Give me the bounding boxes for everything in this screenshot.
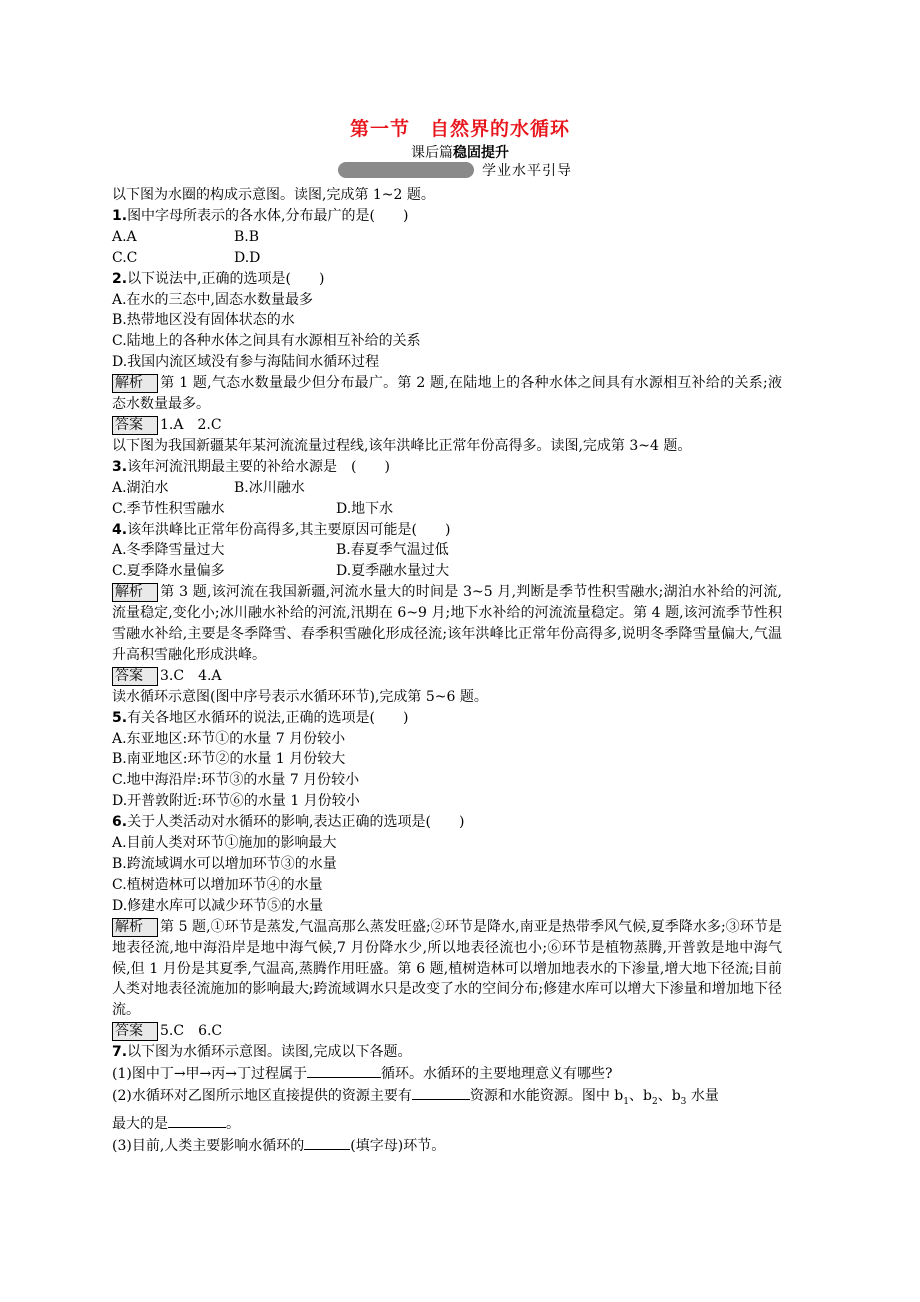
q7-p2-line2-post: 。: [226, 1115, 240, 1132]
q6-option-d[interactable]: D.修建水库可以减少环节⑤的水量: [112, 897, 324, 914]
page-subtitle: [0, 142, 920, 162]
answer-blank-2[interactable]: [412, 1085, 470, 1100]
answer-5-6: [112, 1021, 782, 1042]
q5-stem: 有关各地区水循环的说法,正确的选项是( ): [127, 709, 409, 726]
q3-option-b[interactable]: B.冰川融水: [234, 479, 305, 496]
q2-option-b[interactable]: B.热带地区没有固体状态的水: [112, 312, 295, 329]
q4-options-cd: [112, 561, 782, 582]
q4-option-b[interactable]: B.春夏季气温过低: [336, 542, 449, 559]
q1-option-d[interactable]: D.D: [234, 249, 261, 266]
q7-part-2-line-2: [112, 1113, 782, 1135]
q2-option-c[interactable]: C.陆地上的各种水体之间具有水源相互补给的关系: [112, 333, 421, 350]
answer-blank-4[interactable]: [304, 1135, 350, 1150]
answer-1-2: [112, 415, 782, 436]
q4-option-d[interactable]: D.夏季融水量过大: [336, 563, 450, 580]
answer-tag: 答案: [112, 667, 158, 686]
q1-number: 1.: [112, 207, 128, 224]
q3-stem: 该年河流汛期最主要的补给水源是 ( ): [127, 458, 390, 475]
answer-blank-3[interactable]: [168, 1113, 226, 1128]
q7-p2-sub1: 1: [623, 1096, 629, 1107]
section-banner: [338, 161, 572, 179]
q6-option-b[interactable]: B.跨流域调水可以增加环节③的水量: [112, 856, 337, 872]
q7-p1-post: 循环。水循环的主要地理意义有哪些?: [381, 1066, 613, 1083]
q7-p1-pre: (1)图中丁→甲→丙→丁过程属于: [112, 1066, 308, 1083]
q5-option-c[interactable]: C.地中海沿岸:环节③的水量 7 月份较小: [112, 772, 360, 789]
q7-stem: 以下图为水循环示意图。读图,完成以下各题。: [127, 1044, 412, 1061]
subtitle-plain: 课后篇: [411, 145, 453, 161]
q7-p2-sep2: 、b: [657, 1087, 681, 1104]
question-4: [112, 520, 782, 541]
answer-3-4-text: 3.C 4.A: [160, 667, 222, 684]
q7-p2-mid: 资源和水能资源。图中 b: [469, 1087, 624, 1104]
answer-blank-1[interactable]: [307, 1063, 381, 1078]
q5-number: 5.: [112, 709, 128, 726]
q3-option-d[interactable]: D.地下水: [336, 500, 394, 517]
q6-option-c[interactable]: C.植树造林可以增加环节④的水量: [112, 876, 323, 893]
exercise-content: [112, 185, 782, 1156]
q7-number: 7.: [112, 1044, 128, 1061]
answer-tag: 答案: [112, 416, 158, 435]
q1-stem: 图中字母所表示的各水体,分布最广的是( ): [127, 207, 409, 224]
q6-number: 6.: [112, 814, 128, 831]
analysis-5-6: [112, 917, 782, 1022]
answer-3-4: [112, 666, 782, 687]
q3-option-a[interactable]: A.湖泊水: [112, 479, 169, 496]
q3-options-ab: [112, 478, 782, 499]
q7-part-1: [112, 1063, 782, 1085]
question-5: [112, 708, 782, 729]
analysis-tag: 解析: [112, 918, 158, 937]
q7-p2-tail: 水量: [686, 1087, 719, 1104]
answer-tag: 答案: [112, 1022, 158, 1041]
analysis-3-4: [112, 582, 782, 666]
q7-p2-sub3: 3: [680, 1096, 687, 1107]
intro-2: 以下图为我国新疆某年某河流流量过程线,该年洪峰比正常年份高得多。读图,完成第 3~4 题。: [112, 437, 692, 454]
analysis-tag: 解析: [112, 374, 158, 393]
answer-1-2-text: 1.A 2.C: [160, 416, 222, 433]
q3-option-c[interactable]: C.季节性积雪融水: [112, 500, 225, 517]
analysis-5-6-text: 第 5 题,①环节是蒸发,气温高那么蒸发旺盛;②环节是降水,南亚是热带季风气候,夏季降水多;③环节是地表径流,地中海沿岸是地中海气候,7 月份降水少,所以地表径流也小;⑥环节是植物蒸腾,开普敦是地中海气候,但 1 月份是其夏季,气温高,蒸腾作用旺盛。第 6 题,植树造林可以增加地表水的下渗量,增大地下径流;目前人类对地表径流施加的影响最大;跨流域调水只是改变了水的空间分布;修建水库可以增大下渗量和增加地下径流。: [112, 918, 782, 1019]
q6-option-a[interactable]: A.目前人类对环节①施加的影响最大: [112, 835, 337, 852]
q1-option-a[interactable]: A.A: [112, 228, 137, 245]
q4-option-a[interactable]: A.冬季降雪量过大: [112, 542, 225, 559]
q4-options-ab: [112, 540, 782, 561]
q5-option-a[interactable]: A.东亚地区:环节①的水量 7 月份较小: [112, 730, 346, 747]
analysis-tag: 解析: [112, 583, 158, 602]
banner-text: 学业水平引导: [482, 163, 572, 179]
q4-stem: 该年洪峰比正常年份高得多,其主要原因可能是( ): [127, 521, 451, 538]
q1-option-c[interactable]: C.C: [112, 249, 138, 266]
q1-options-cd: [112, 248, 782, 269]
q1-options-ab: [112, 227, 782, 248]
q2-option-a[interactable]: A.在水的三态中,固态水数量最多: [112, 291, 314, 308]
q2-stem: 以下说法中,正确的选项是( ): [127, 270, 325, 287]
question-1: [112, 206, 782, 227]
question-2: [112, 269, 782, 290]
q7-part-3: [112, 1135, 782, 1157]
analysis-1-2: [112, 373, 782, 415]
q7-p2-pre: (2)水循环对乙图所示地区直接提供的资源主要有: [112, 1087, 412, 1104]
intro-3: 读水循环示意图(图中序号表示水循环环节),完成第 5~6 题。: [112, 688, 488, 705]
q7-p3-post: (填字母)环节。: [350, 1137, 446, 1154]
q4-number: 4.: [112, 521, 128, 538]
q6-stem: 关于人类活动对水循环的影响,表达正确的选项是( ): [127, 814, 465, 831]
q7-part-2: [112, 1085, 782, 1113]
q2-option-d[interactable]: D.我国内流区域没有参与海陆间水循环过程: [112, 354, 380, 371]
q7-p2-line2-pre: 最大的是: [112, 1115, 168, 1132]
question-3: [112, 457, 782, 478]
answer-5-6-text: 5.C 6.C: [160, 1023, 223, 1040]
q3-number: 3.: [112, 458, 128, 475]
banner-bar: [338, 162, 474, 178]
intro-1: 以下图为水圈的构成示意图。读图,完成第 1~2 题。: [112, 187, 435, 203]
question-7: [112, 1042, 782, 1063]
q3-options-cd: [112, 499, 782, 520]
q5-option-b[interactable]: B.南亚地区:环节②的水量 1 月份较大: [112, 751, 346, 768]
subtitle-bold: 稳固提升: [453, 145, 509, 161]
question-6: [112, 812, 782, 833]
q7-p2-sub2: 2: [651, 1096, 658, 1107]
q7-p2-sep1: 、b: [629, 1087, 652, 1104]
page-title: 第一节 自然界的水循环: [349, 118, 570, 140]
q5-option-d[interactable]: D.开普敦附近:环节⑥的水量 1 月份较小: [112, 793, 360, 810]
q1-option-b[interactable]: B.B: [234, 228, 260, 245]
analysis-3-4-text: 第 3 题,该河流在我国新疆,河流水量大的时间是 3~5 月,判断是季节性积雪融水;湖泊水补给的河流,流量稳定,变化小;冰川融水补给的河流,汛期在 6~9 月;地下水补给的河流流量稳定。第 4 题,该河流季节性积雪融水补给,主要是冬季降雪、春季积雪融化形成径流;该年洪峰比正常年份高得多,说明冬季降雪量偏大,气温升高积雪融化形成洪峰。: [112, 584, 782, 663]
q2-number: 2.: [112, 270, 128, 287]
analysis-1-2-text: 第 1 题,气态水数量最少但分布最广。第 2 题,在陆地上的各种水体之间具有水源相互补给的关系;液态水数量最多。: [112, 375, 782, 413]
q7-p3-pre: (3)目前,人类主要影响水循环的: [112, 1137, 305, 1154]
q4-option-c[interactable]: C.夏季降水量偏多: [112, 563, 225, 580]
